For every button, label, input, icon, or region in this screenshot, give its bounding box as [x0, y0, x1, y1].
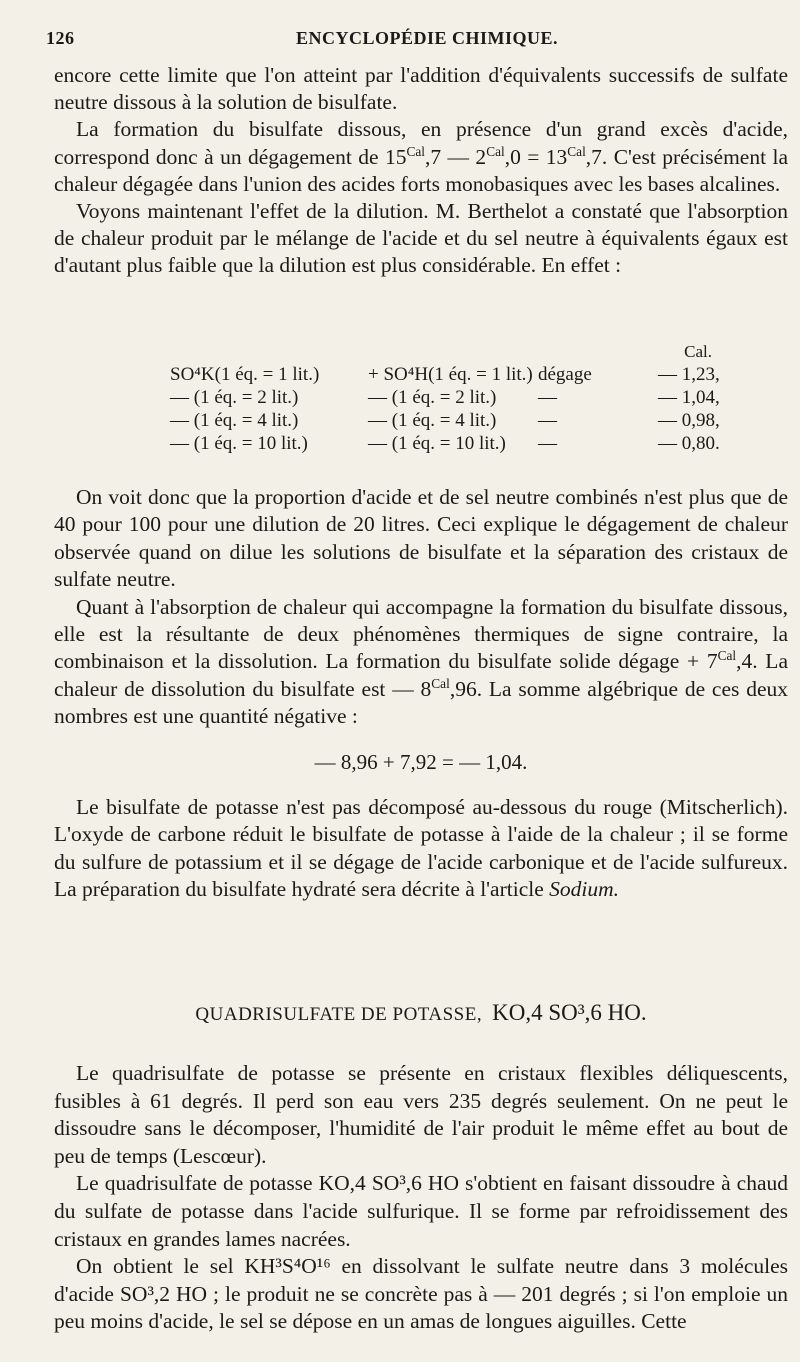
table-row: [170, 386, 730, 409]
paragraph-5-part-b: ,4. La chaleur de dissolution du bisulfate est — 8: [54, 649, 788, 701]
cal-superscript: Cal: [431, 675, 450, 691]
table-cell: — 0,98,: [658, 410, 720, 431]
paragraph-2-part-b: ,7 — 2: [424, 144, 487, 169]
running-title: ENCYCLOPÉDIE CHIMIQUE.: [296, 28, 559, 48]
equation: — 8,96 + 7,92 = — 1,04.: [314, 749, 528, 774]
table-cell: — 0,80.: [658, 433, 720, 454]
table-cell: — (1 éq. = 4 lit.): [170, 410, 299, 431]
table-row: [170, 432, 730, 455]
paragraph-6-italic: Sodium.: [549, 877, 620, 902]
paragraph-2: [54, 116, 788, 198]
text-block-bottom: [54, 1060, 788, 1336]
paragraph-1: encore cette limite que l'on atteint par l'addition d'équivalents successifs de sulfate neutre dissous à la solution de bisulfate.: [54, 63, 788, 115]
table-cell: dégage: [538, 364, 592, 385]
cal-superscript: Cal: [717, 648, 737, 664]
table-cell: — 1,23,: [658, 364, 720, 385]
paragraph-2-part-c: ,0 = 13: [504, 144, 568, 169]
cal-superscript: Cal: [486, 143, 505, 159]
text-block-middle: [54, 484, 788, 904]
table-cell: —: [538, 387, 557, 408]
paragraph-7: Le quadrisulfate de potasse se présente en cristaux flexibles déliquescents, fusibles à 61 degrés. Il perd son eau vers 235 degrés seulement. On ne peut le dissoudre sans le décomposer, l'humidité de l'air produit le même effet au bout de peu de temps (Lescœur).: [54, 1061, 788, 1168]
paragraph-3: Voyons maintenant l'effet de la dilution. M. Berthelot a constaté que l'absorption de chaleur produit par le mélange de l'acide et du sel neutre à équivalents égaux est d'autant plus faible que la dilution est plus considérable. En effet :: [54, 199, 788, 278]
section-heading-formula: KO,4 SO³,6 HO.: [492, 1000, 647, 1025]
section-heading: [54, 1000, 788, 1026]
paragraph-6: [54, 794, 788, 904]
page-header: [46, 28, 758, 56]
table-cell: — (1 éq. = 2 lit.): [170, 387, 299, 408]
paragraph-8: Le quadrisulfate de potasse KO,4 SO³,6 HO s'obtient en faisant dissoudre à chaud du sulfate de potasse dans l'acide sulfurique. Il se forme par refroidissement des cristaux en grandes lames nacrées.: [54, 1171, 788, 1251]
table-cell: SO⁴K(1 éq. = 1 lit.): [170, 364, 320, 385]
paragraph-9: On obtient le sel KH³S⁴O¹⁶ en dissolvant le sulfate neutre dans 3 molécules d'acide SO³,2 HO ; le produit ne se concrète pas à — 201 degrés ; si l'on emploie un peu moins d'acide, le sel se dépose en un amas de longues aiguilles. Cette: [54, 1254, 788, 1334]
paragraph-6-text: Le bisulfate de potasse n'est pas décomposé au-dessous du rouge (Mitscherlich). L'oxyde de carbone réduit le bisulfate de potasse à l'aide de la chaleur ; il se forme du sulfure de potassium et il se dégage de l'acide carbonique et de l'acide sulfureux. La préparation du bisulfate hydraté sera décrite à l'article: [54, 795, 788, 902]
paragraph-4: On voit donc que la proportion d'acide et de sel neutre combinés n'est plus que de 40 pour 100 pour une dilution de 20 litres. Ceci explique le dégagement de chaleur observée quand on dilue les solutions de bisulfate et la séparation des cristaux de sulfate neutre.: [54, 485, 788, 592]
table-cell: —: [538, 410, 557, 431]
page-number: 126: [46, 28, 75, 48]
cal-superscript: Cal: [567, 143, 586, 159]
paragraph-2-part-a: La formation du bisulfate dissous, en présence d'un grand excès d'acide, correspond donc à un dégagement de 15: [54, 117, 788, 169]
paragraph-5: [54, 594, 788, 731]
table-row: [170, 409, 730, 432]
table-cell: — 1,04,: [658, 387, 720, 408]
paragraph-2-part-d: ,7. C'est précisément la chaleur dégagée dans l'union des acides forts monobasiques avec les bases alcalines.: [54, 144, 789, 196]
section-heading-title: QUADRISULFATE DE POTASSE,: [195, 1004, 483, 1025]
paragraph-5-part-a: Quant à l'absorption de chaleur qui accompagne la formation du bisulfate dissous, elle est la résultante de deux phénomènes thermiques de signe contraire, la combinaison et la dissolution. La formation du bisulfate solide dégage + 7: [54, 594, 788, 674]
cal-superscript: Cal: [406, 143, 425, 159]
dilution-table: [170, 340, 730, 455]
table-cell: — (1 éq. = 2 lit.): [368, 387, 497, 408]
paragraph-5-part-c: ,96. La somme algébrique de ces deux nombres est une quantité négative :: [54, 676, 788, 729]
table-cell: — (1 éq. = 10 lit.): [170, 433, 308, 454]
table-cell: —: [538, 433, 557, 454]
table-cell: + SO⁴H(1 éq. = 1 lit.): [368, 364, 533, 385]
table-unit-header: Cal.: [684, 342, 712, 361]
table-cell: — (1 éq. = 10 lit.): [368, 433, 506, 454]
table-row: [170, 363, 730, 386]
text-block-top: [54, 62, 788, 280]
table-cell: — (1 éq. = 4 lit.): [368, 410, 497, 431]
